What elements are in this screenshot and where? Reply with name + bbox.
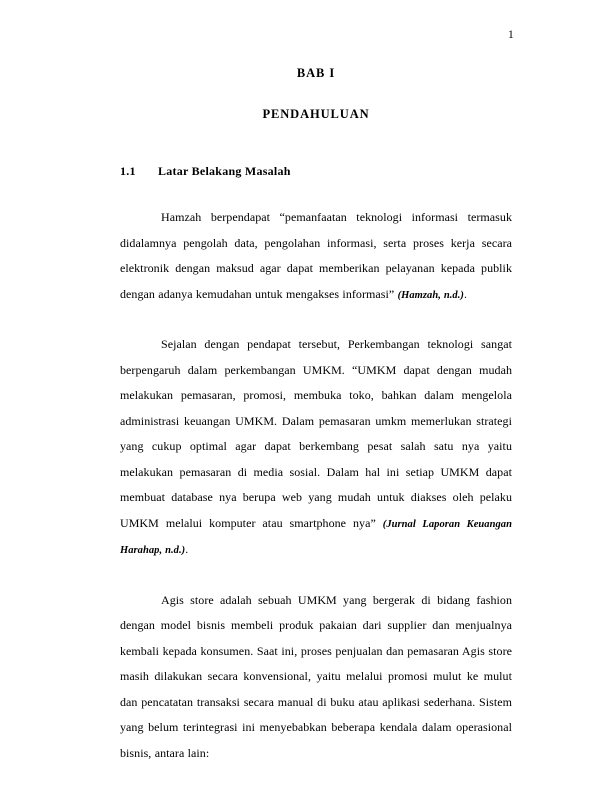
paragraph-1 — [120, 205, 512, 308]
paragraph-3-text: Agis store adalah sebuah UMKM yang bergerak di bidang fashion dengan model bisnis membeli produk pakaian dari supplier dan menjualnya kembali kepada konsumen. Saat ini, proses penjualan dan pemasaran Agis store masih dilakukan secara konvensional, yaitu melalui promosi mulut ke mulut dan pencatatan transaksi secara manual di buku atau aplikasi sederhana. Sistem yang belum terintegrasi ini menyebabkan beberapa kendala dalam operasional bisnis, antara lain: — [120, 592, 512, 760]
section-number: 1.1 — [120, 164, 136, 178]
paragraph-1-citation-suffix: . — [463, 286, 468, 301]
paragraph-2-citation: (Jurnal Laporan Keuangan Harahap, n.d.) — [120, 518, 512, 556]
chapter-title: BAB I — [296, 66, 336, 80]
chapter-subtitle: PENDAHULUAN — [262, 107, 370, 121]
paragraph-2-citation-suffix: . — [185, 542, 189, 556]
paragraph-3 — [120, 588, 512, 767]
paragraph-1-text: Hamzah berpendapat “pemanfaatan teknologi informasi termasuk didalamnya pengolah data, pengolahan informasi, serta proses kerja secara elektronik dengan maksud agar dapat memberikan pelayanan kepada publik dengan adanya kemudahan untuk mengakses informasi” — [120, 210, 512, 301]
section-title: Latar Belakang Masalah — [158, 164, 291, 178]
paragraph-1-citation: (Hamzah, n.d.) — [397, 289, 464, 301]
section-heading — [120, 164, 512, 179]
paragraph-2-text: Sejalan dengan pendapat tersebut, Perkembangan teknologi sangat berpengaruh dalam perkembangan UMKM. “UMKM dapat dengan mudah melakukan pemasaran, promosi, membuka toko, bahkan dalam mengelola administrasi keuangan UMKM. Dalam pemasaran umkm memerlukan strategi yang cukup optimal agar dapat berkembang pesat salah satu nya yaitu melakukan pemasaran di media sosial. Dalam hal ini setiap UMKM dapat membuat database nya berupa web yang mudah untuk diakses oleh pelaku UMKM melalui komputer atau smartphone nya” — [120, 337, 512, 530]
paragraph-2 — [120, 332, 512, 564]
page-content — [120, 66, 512, 766]
page-number: 1 — [508, 29, 514, 41]
